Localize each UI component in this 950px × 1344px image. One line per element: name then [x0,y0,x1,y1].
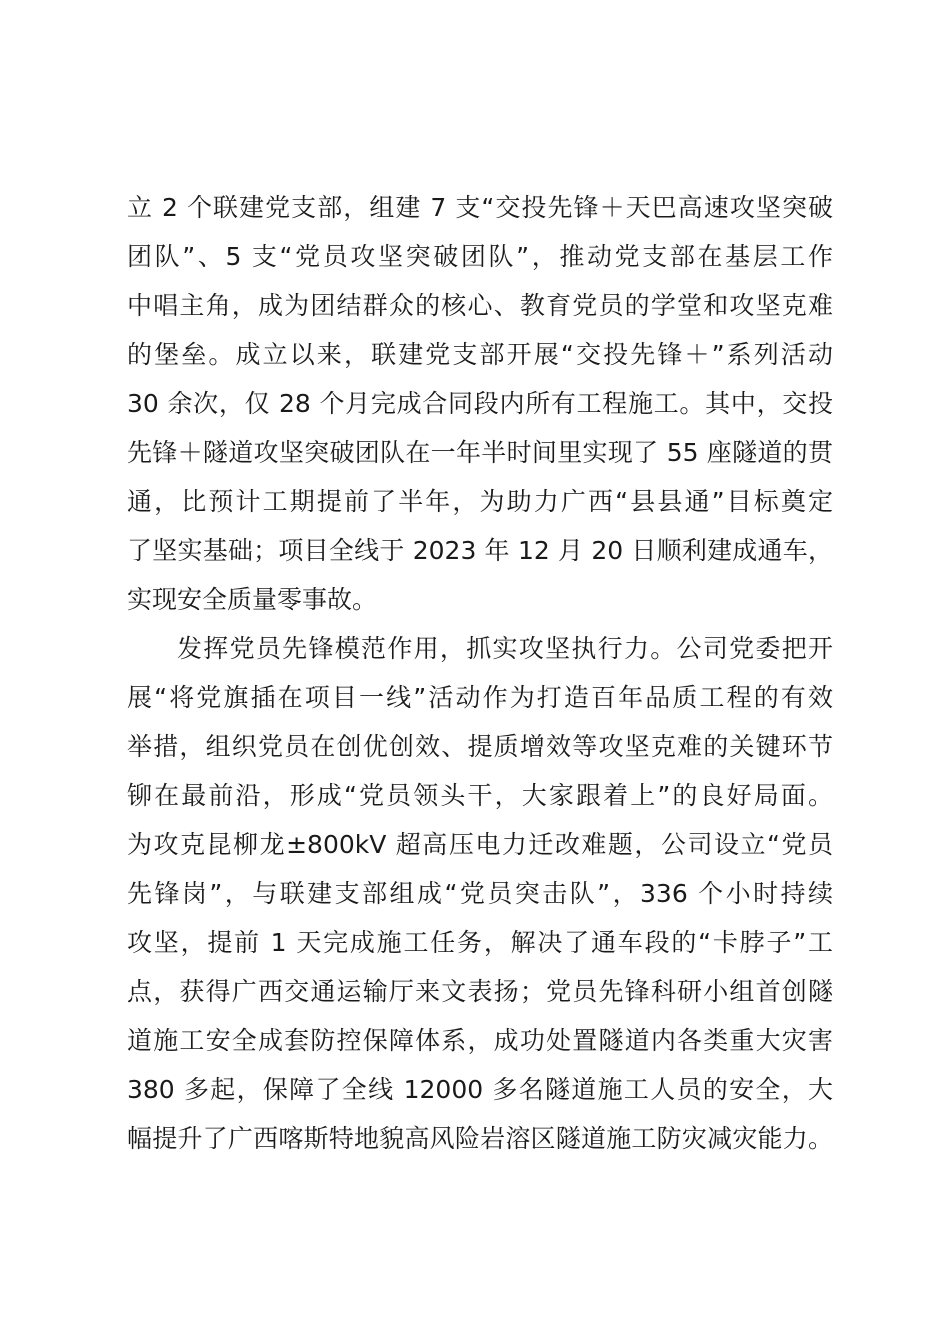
paragraph-line: 通，比预计工期提前了半年，为助力广西“县县通”目标奠定 [127,487,833,516]
paragraph-line: 中唱主角，成为团结群众的核心、教育党员的学堂和攻坚克难 [127,291,833,320]
paragraph-line: 攻坚，提前 1 天完成施工任务，解决了通车段的“卡脖子”工 [127,928,833,957]
paragraph-line: 实现安全质量零事故。 [127,585,378,614]
paragraph-line: 团队”、5 支“党员攻坚突破团队”，推动党支部在基层工作 [127,242,833,271]
paragraph-line: 380 多起，保障了全线 12000 多名隧道施工人员的安全，大 [127,1075,833,1104]
paragraph-line: 的堡垒。成立以来，联建党支部开展“交投先锋＋”系列活动 [127,340,833,369]
paragraph-line: 立 2 个联建党支部，组建 7 支“交投先锋＋天巴高速攻坚突破 [127,193,833,222]
paragraph-line: 了坚实基础；项目全线于 2023 年 12 月 20 日顺利建成通车， [127,536,833,565]
paragraph-line: 道施工安全成套防控保障体系，成功处置隧道内各类重大灾害 [127,1026,833,1055]
paragraph-line: 发挥党员先锋模范作用，抓实攻坚执行力。公司党委把开 [177,634,833,663]
paragraph-line: 幅提升了广西喀斯特地貌高风险岩溶区隧道施工防灾减灾能力。 [127,1124,833,1153]
paragraph-line: 举措，组织党员在创优创效、提质增效等攻坚克难的关键环节 [127,732,833,761]
paragraph-line: 铆在最前沿，形成“党员领头干，大家跟着上”的良好局面。 [127,781,833,810]
paragraph-line: 为攻克昆柳龙±800kV 超高压电力迁改难题，公司设立“党员 [127,830,833,859]
paragraph-line: 展“将党旗插在项目一线”活动作为打造百年品质工程的有效 [127,683,833,712]
paragraph-line: 30 余次，仅 28 个月完成合同段内所有工程施工。其中，交投 [127,389,833,418]
paragraph-line: 先锋＋隧道攻坚突破团队在一年半时间里实现了 55 座隧道的贯 [127,438,833,467]
paragraph-line: 点，获得广西交通运输厅来文表扬；党员先锋科研小组首创隧 [127,977,833,1006]
paragraph-line: 先锋岗”，与联建支部组成“党员突击队”，336 个小时持续 [127,879,833,908]
